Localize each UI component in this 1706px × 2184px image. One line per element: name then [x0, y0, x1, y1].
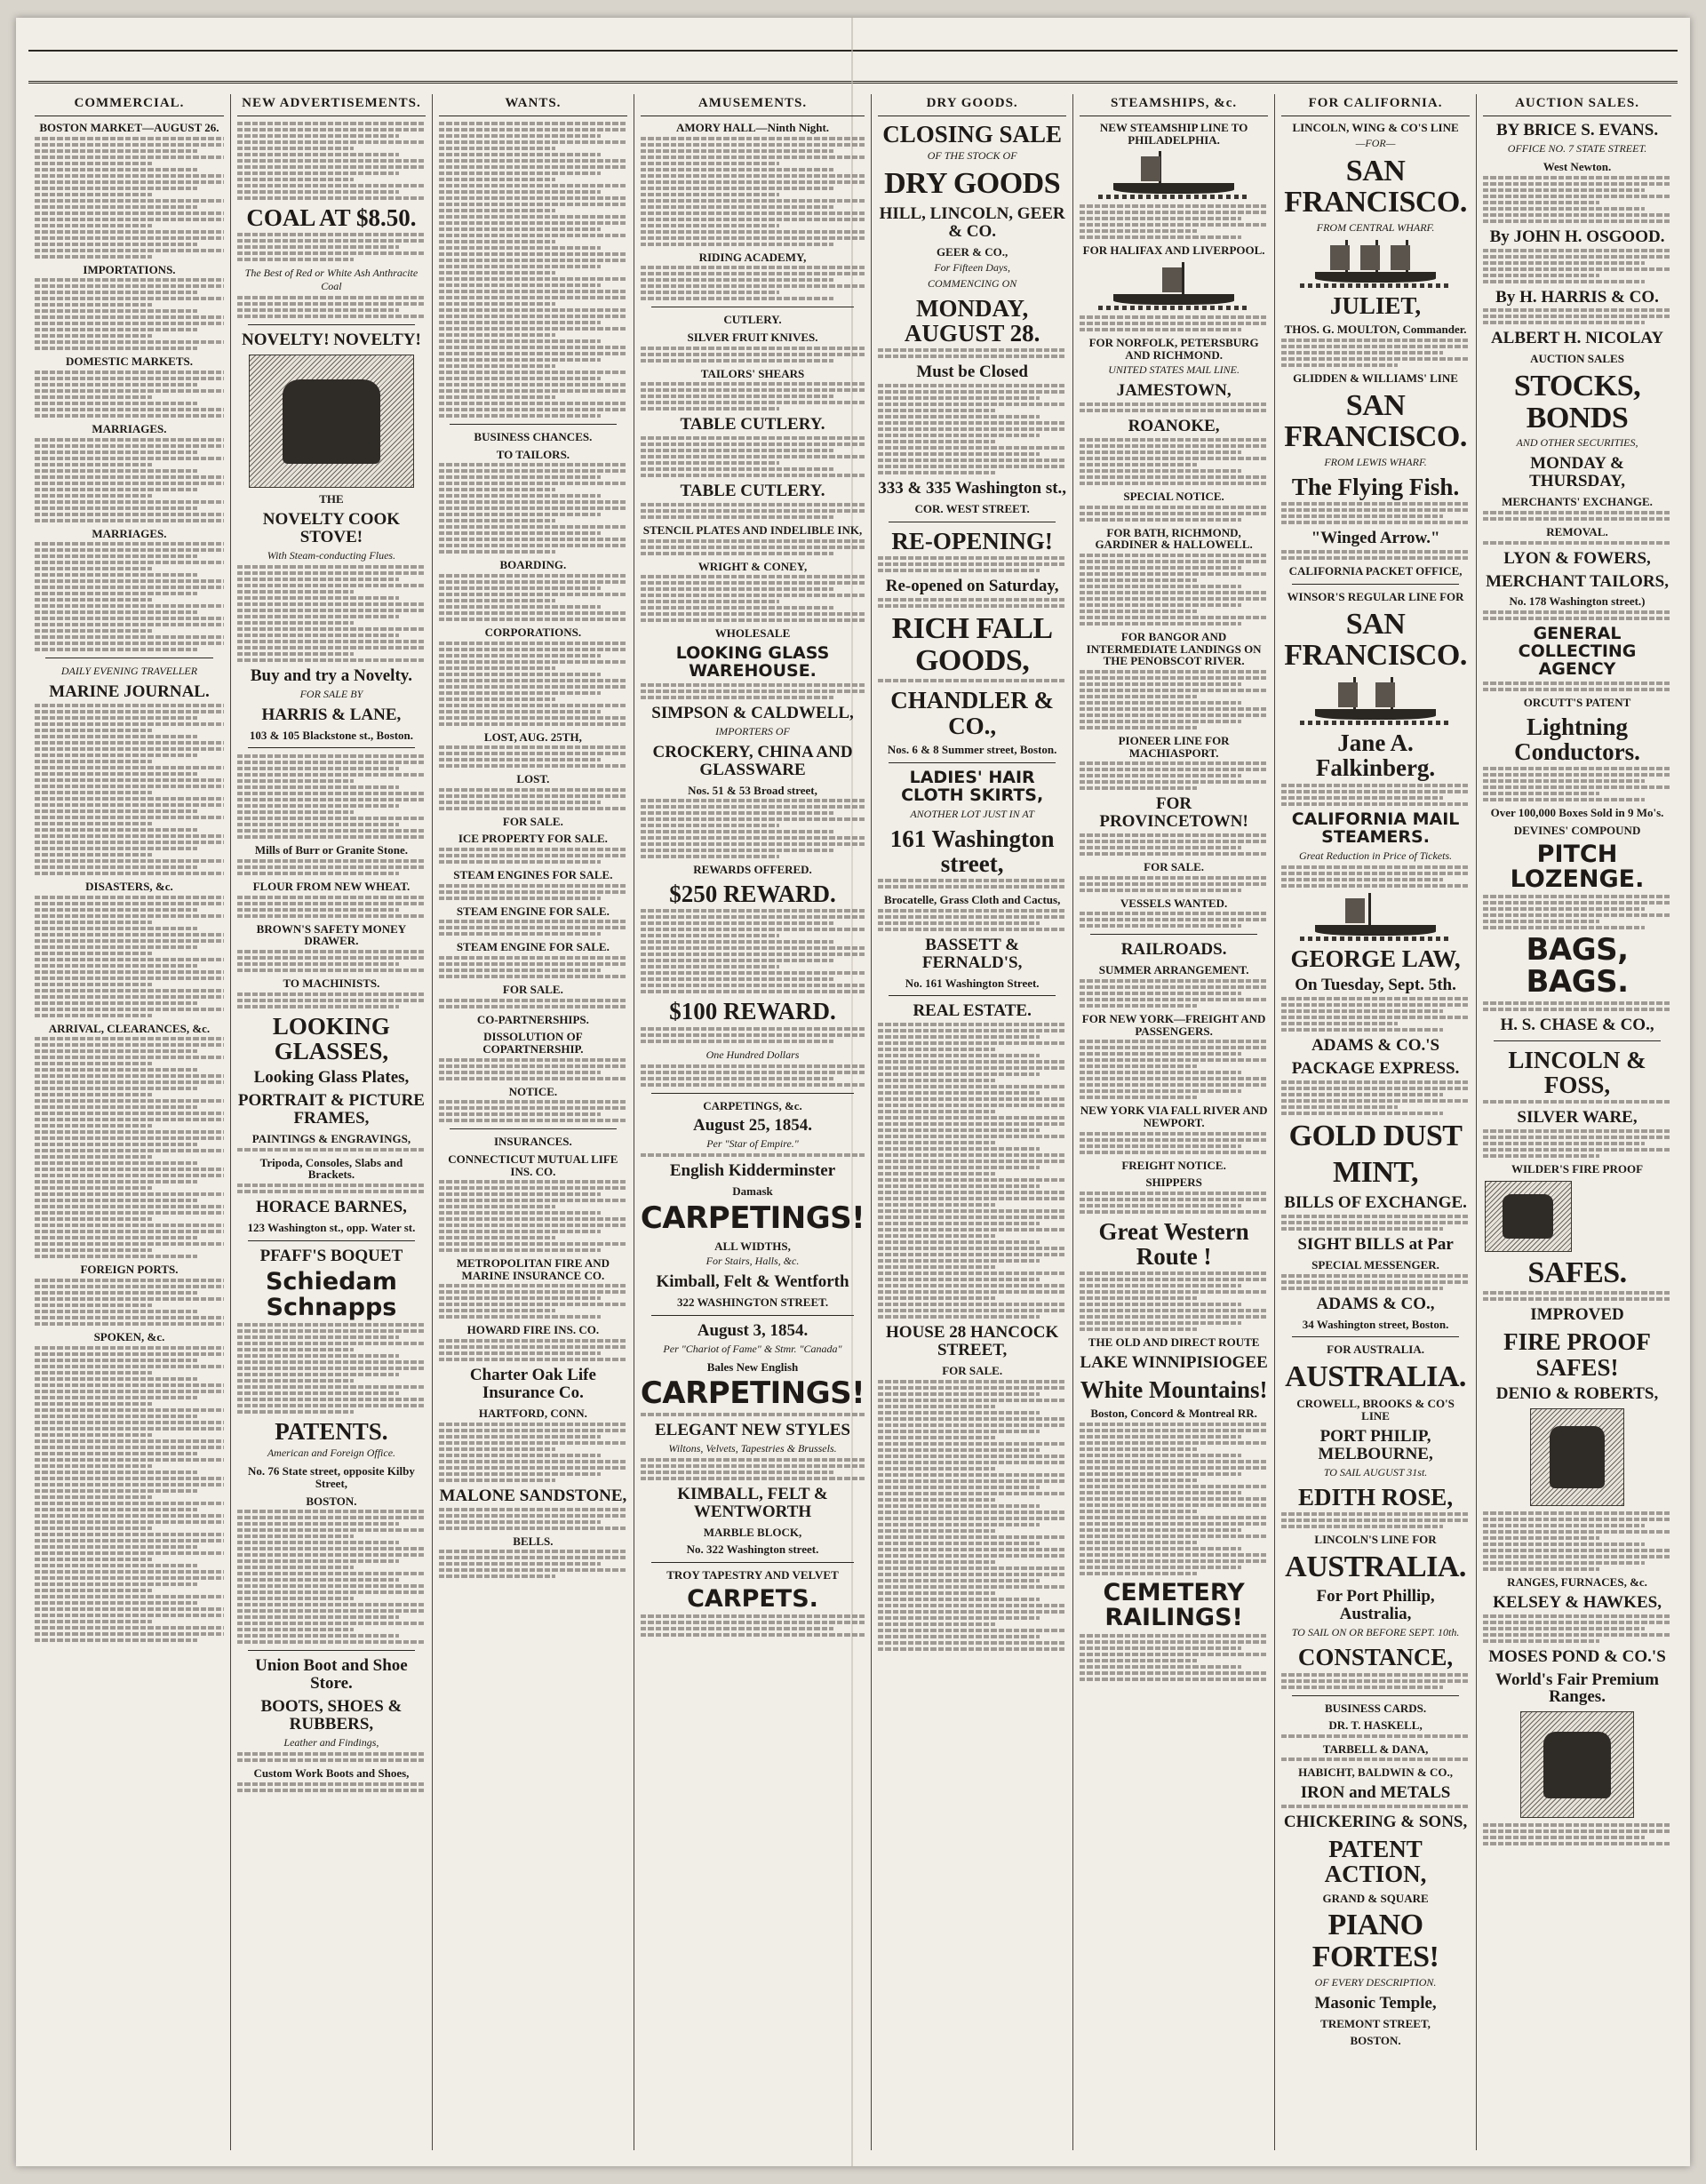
package-express: PACKAGE EXPRESS.	[1291, 1058, 1460, 1078]
australia-2: AUSTRALIA.	[1285, 1550, 1466, 1583]
great-western-route: Great Western Route !	[1098, 1217, 1249, 1271]
horace-barnes: HORACE BARNES,	[255, 1197, 407, 1216]
column-head: AMUSEMENTS.	[641, 94, 865, 116]
schiedam-head: Schiedam Schnapps	[265, 1268, 397, 1321]
reduction: Great Reduction in Price of Tickets.	[1298, 849, 1453, 862]
reward-250: $250 REWARD.	[669, 880, 836, 907]
domestic-markets-head: DOMESTIC MARKETS.	[65, 355, 193, 369]
amory-hall-head: AMORY HALL—Ninth Night.	[675, 121, 830, 134]
wholesale-label: WHOLESALE	[714, 626, 791, 641]
carpetings-head: CARPETINGS!	[640, 1200, 865, 1236]
ice-property-head: ICE PROPERTY FOR SALE.	[458, 832, 608, 846]
for-australia: FOR AUSTRALIA.	[1327, 1343, 1424, 1357]
fire-proof-safes: FIRE PROOF SAFES!	[1503, 1328, 1651, 1381]
column-head: AUCTION SALES.	[1483, 94, 1671, 116]
rich-fall-goods: RICH FALL GOODS,	[891, 612, 1053, 677]
edith-rose: EDITH ROSE,	[1298, 1483, 1454, 1510]
summer-arrangement: SUMMER ARRANGEMENT.	[1098, 963, 1249, 977]
bells-head: BELLS.	[513, 1534, 554, 1548]
safe-illustration-2	[1530, 1408, 1624, 1506]
metropolitan-head: METROPOLITAN FIRE AND MARINE INSURANCE CO.	[456, 1256, 610, 1282]
clipper-ship-cut	[1300, 240, 1451, 288]
column-head: FOR CALIFORNIA.	[1281, 94, 1470, 116]
looking-glass-plates: Looking Glass Plates,	[253, 1068, 410, 1088]
business-chances-head: BUSINESS CHANCES.	[474, 430, 593, 443]
nicolay: ALBERT H. NICOLAY	[1490, 329, 1664, 348]
custom-work: Custom Work Boots and Shoes,	[253, 1766, 410, 1781]
stairs-halls: For Stairs, Halls, &c.	[706, 1255, 800, 1268]
fall-river-head: NEW YORK VIA FALL RIVER AND NEWPORT.	[1080, 1104, 1268, 1129]
provincetown-head: FOR PROVINCETOWN!	[1099, 794, 1248, 832]
stocks-bonds: STOCKS, BONDS	[1513, 370, 1641, 434]
spoken-head: SPOKEN, &c.	[93, 1330, 165, 1344]
adams-address: 34 Washington street, Boston.	[1302, 1317, 1449, 1331]
elegant-styles: ELEGANT NEW STYLES	[655, 1420, 850, 1439]
lincoln-wing-line: LINCOLN, WING & CO'S LINE	[1292, 121, 1459, 134]
adams-co: ADAMS & CO.'S	[1311, 1035, 1440, 1055]
stove-the: THE	[319, 492, 344, 506]
dissolution-head: DISSOLUTION OF COPARTNERSHIP.	[482, 1030, 584, 1056]
must-be-closed: Must be Closed	[916, 363, 1028, 382]
silver-ware: SILVER WARE,	[1517, 1108, 1638, 1128]
for-label: —FOR—	[1355, 136, 1396, 149]
for-sale-steam: FOR SALE.	[1144, 860, 1205, 874]
lightning-conductors: Lightning Conductors.	[1514, 713, 1640, 765]
table-cutlery-head: TABLE CUTLERY.	[680, 415, 825, 434]
another-lot: ANOTHER LOT JUST IN AT	[910, 807, 1034, 820]
looking-glasses-head: LOOKING GLASSES,	[272, 1012, 390, 1064]
patents-sub: American and Foreign Office.	[267, 1447, 396, 1460]
bassett-address: No. 161 Washington Street.	[905, 976, 1040, 990]
denio-roberts: DENIO & ROBERTS,	[1495, 1384, 1659, 1404]
money-drawer-head: BROWN'S SAFETY MONEY DRAWER.	[256, 921, 407, 948]
corporations-head: CORPORATIONS.	[484, 625, 582, 639]
crockery-head: CROCKERY, CHINA AND GLASSWARE	[652, 742, 853, 779]
masonic-temple: Masonic Temple,	[1314, 1993, 1437, 2013]
reopening-head: RE-OPENING!	[891, 527, 1053, 554]
california-mail-steamers: CALIFORNIA MAIL STEAMERS.	[1291, 809, 1460, 847]
aug-3-date: August 3, 1854.	[697, 1320, 809, 1340]
glidden-williams: GLIDDEN & WILLIAMS' LINE	[1293, 371, 1458, 385]
simpson-caldwell: SIMPSON & CALDWELL,	[651, 703, 854, 722]
lost-head: LOST, AUG. 25TH,	[483, 729, 582, 744]
fifteen-days: For Fifteen Days,	[934, 260, 1010, 274]
lyon-fowers: LYON & FOWERS,	[1503, 548, 1651, 568]
stove-sub: With Steam-conducting Flues.	[267, 548, 396, 562]
brocatelle: Brocatelle, Grass Cloth and Cactus,	[883, 893, 1061, 907]
chandler-co: CHANDLER & CO.,	[890, 687, 1055, 739]
marine-journal-head: MARINE JOURNAL.	[49, 682, 210, 702]
removal: REMOVAL.	[1546, 524, 1608, 538]
steam-engine2-head: STEAM ENGINE FOR SALE.	[456, 904, 610, 918]
marriages-head: MARRIAGES.	[92, 421, 167, 435]
lake-winnipisiogee: LAKE WINNIPISIOGEE	[1080, 1353, 1268, 1373]
bills-exchange: BILLS OF EXCHANGE.	[1284, 1193, 1467, 1213]
insurances-head: INSURANCES.	[493, 1135, 572, 1149]
halifax-head: FOR HALIFAX AND LIVERPOOL.	[1082, 243, 1265, 258]
cemetery-railings: CEMETERY RAILINGS!	[1103, 1579, 1245, 1632]
kelsey-hawkes: KELSEY & HAWKES,	[1493, 1592, 1662, 1612]
stove-head: NOVELTY COOK STOVE!	[262, 509, 401, 546]
patents-head: PATENTS.	[275, 1418, 388, 1446]
san-francisco-2: SAN FRANCISCO.	[1284, 388, 1467, 454]
charter-oak-head: Charter Oak Life Insurance Co.	[469, 1366, 596, 1403]
chase-co: H. S. CHASE & CO.,	[1500, 1015, 1654, 1034]
rewards-head: REWARDS OFFERED.	[693, 863, 812, 877]
osgood: By JOHN H. OSGOOD.	[1489, 227, 1665, 246]
market-report-head: BOSTON MARKET—AUGUST 26.	[39, 121, 219, 134]
haskell: DR. T. HASKELL,	[1328, 1718, 1423, 1733]
geer-co: GEER & CO.,	[937, 244, 1008, 259]
jane-falkinberg: Jane A. Falkinberg.	[1315, 729, 1436, 782]
one-hundred-dollars: One Hundred Dollars	[706, 1048, 800, 1061]
newspaper-page	[16, 18, 1690, 2166]
boarding-head: BOARDING.	[499, 558, 567, 572]
paintings: PAINTINGS & ENGRAVINGS,	[251, 1132, 411, 1146]
australia-1: AUSTRALIA.	[1285, 1359, 1466, 1393]
mills-head: Mills of Burr or Granite Stone.	[254, 843, 408, 857]
cor-west-street: COR. WEST STREET.	[914, 502, 1030, 516]
jamestown: JAMESTOWN,	[1116, 381, 1232, 401]
for-sale-by: FOR SALE BY	[299, 687, 363, 700]
buy-novelty: Buy and try a Novelty.	[250, 666, 412, 685]
wright-coney: WRIGHT & CONEY,	[698, 559, 808, 573]
chandler-address: Nos. 6 & 8 Summer street, Boston.	[887, 743, 1057, 757]
commencing-on: COMMENCING ON	[927, 276, 1017, 290]
union-store: Union Boot and Shoe Store.	[255, 1656, 408, 1694]
page-header-rule	[28, 30, 1678, 84]
cutlery-head: CUTLERY.	[723, 313, 782, 327]
central-wharf: FROM CENTRAL WHARF.	[1316, 221, 1435, 235]
pitch-lozenge: PITCH LOZENGE.	[1510, 840, 1645, 893]
piano-fortes: PIANO FORTES!	[1311, 1909, 1439, 1973]
imports-head: IMPORTATIONS.	[83, 262, 176, 276]
carpetings2-head: CARPETINGS!	[640, 1375, 865, 1412]
worlds-fair-ranges: World's Fair Premium Ranges.	[1495, 1670, 1660, 1707]
mail-line: UNITED STATES MAIL LINE.	[1108, 363, 1240, 377]
lost2-head: LOST.	[516, 772, 550, 786]
column-dry-goods	[871, 94, 1072, 2150]
charter-city: HARTFORD, CONN.	[478, 1406, 587, 1420]
boston-city: BOSTON.	[1350, 2034, 1401, 2048]
harris-co: By H. HARRIS & CO.	[1495, 287, 1659, 307]
harris-lane: HARRIS & LANE,	[261, 705, 402, 724]
west-newton: West Newton.	[1543, 159, 1612, 173]
collecting-agency: GENERAL COLLECTING AGENCY	[1518, 624, 1637, 679]
stencil-head: STENCIL PLATES AND INDELIBLE INK,	[642, 523, 863, 538]
column-head: COMMERCIAL.	[35, 94, 224, 116]
closing-sale-head: CLOSING SALE	[882, 121, 1063, 147]
dry-goods-head: DRY GOODS	[884, 167, 1061, 201]
boots-shoes: BOOTS, SHOES & RUBBERS,	[260, 1697, 403, 1734]
flying-fish: The Flying Fish.	[1291, 474, 1460, 501]
column-auction-sales	[1476, 94, 1678, 2150]
marble-address: No. 322 Washington street.	[686, 1542, 819, 1557]
over-100000: Over 100,000 Boxes Sold in 9 Mo's.	[1490, 806, 1664, 820]
marble-block: MARBLE BLOCK,	[703, 1525, 802, 1539]
clipper-ship-cut	[1300, 677, 1451, 725]
column-amusements	[634, 94, 871, 2150]
novelty-head: NOVELTY! NOVELTY!	[242, 331, 421, 350]
coal-ad-head: COAL AT $8.50.	[246, 204, 417, 231]
column-head: STEAMSHIPS, &c.	[1080, 94, 1268, 116]
washington-address: 333 & 335 Washington st.,	[878, 479, 1067, 498]
shippers: SHIPPERS	[1145, 1176, 1202, 1190]
monday-thursday: MONDAY & THURSDAY,	[1529, 454, 1625, 491]
lincoln-australia-line: LINCOLN'S LINE FOR	[1314, 1532, 1437, 1546]
hancock-for-sale: FOR SALE.	[942, 1364, 1003, 1378]
column-california	[1274, 94, 1476, 2150]
steamship-cut	[1098, 262, 1249, 310]
iron-metals: IRON and METALS	[1300, 1783, 1451, 1803]
kimball-felt2: KIMBALL, FELT & WENTWORTH	[677, 1484, 828, 1521]
portrait-frames: PORTRAIT & PICTURE FRAMES,	[237, 1091, 425, 1128]
stove-illustration	[249, 355, 415, 488]
steam-engines-head: STEAM ENGINES FOR SALE.	[453, 868, 613, 882]
journal-subhead: DAILY EVENING TRAVELLER	[60, 665, 198, 678]
tuesday-sept-5: On Tuesday, Sept. 5th.	[1295, 975, 1456, 994]
gold-dust: GOLD DUST	[1288, 1119, 1463, 1152]
real-estate-head: REAL ESTATE.	[913, 1001, 1032, 1021]
range-illustration	[1520, 1711, 1633, 1818]
coal-ad-sub: The Best of Red or White Ash Anthracite Coal	[244, 267, 419, 293]
column-head: WANTS.	[439, 94, 627, 116]
steam-engine3-head: STEAM ENGINE FOR SALE.	[456, 940, 610, 954]
new-york-freight: FOR NEW YORK—FREIGHT AND PASSENGERS.	[1081, 1011, 1266, 1038]
horace-address: 123 Washington st., opp. Water st.	[247, 1220, 416, 1234]
chickering: CHICKERING & SONS,	[1283, 1813, 1468, 1832]
chariot-of-fame: Per "Chariot of Fame" & Stmr. "Canada"	[663, 1342, 842, 1355]
moses-pond: MOSES POND & CO.'S	[1488, 1646, 1666, 1666]
special-messenger: SPECIAL MESSENGER.	[1311, 1257, 1439, 1271]
port-phillip: For Port Phillip, Australia,	[1316, 1587, 1435, 1624]
juliet-captain: THOS. G. MOULTON, Commander.	[1284, 323, 1467, 337]
tarbell-dana: TARBELL & DANA,	[1322, 1742, 1429, 1756]
reopened-saturday: Re-opened on Saturday,	[885, 577, 1059, 596]
san-francisco-3: SAN FRANCISCO.	[1284, 607, 1467, 673]
vessels-wanted: VESSELS WANTED.	[1120, 896, 1228, 910]
every-description: OF EVERY DESCRIPTION.	[1314, 1975, 1437, 1989]
hill-lincoln: HILL, LINCOLN, GEER & CO.	[879, 204, 1065, 241]
devines: DEVINES' COMPOUND	[1513, 823, 1641, 837]
tripods: Tripoda, Consoles, Slabs and Brackets.	[259, 1155, 403, 1182]
arrivals-head: ARRIVAL, CLEARANCES, &c.	[48, 1021, 211, 1035]
brice-evans: BY BRICE S. EVANS.	[1495, 121, 1659, 139]
mint: MINT,	[1333, 1156, 1419, 1190]
habicht-baldwin: HABICHT, BALDWIN & CO.,	[1298, 1766, 1453, 1780]
white-mountains: White Mountains!	[1080, 1376, 1268, 1404]
lewis-wharf: FROM LEWIS WHARF.	[1324, 456, 1427, 469]
steamer-cut	[1300, 893, 1451, 941]
monday-aug-28: MONDAY, AUGUST 28.	[904, 294, 1040, 347]
damask: Damask	[732, 1184, 773, 1199]
adams-co-2: ADAMS & CO.,	[1316, 1294, 1435, 1313]
sail-sept-10: TO SAIL ON OR BEFORE SEPT. 10th.	[1291, 1626, 1460, 1639]
packet-office: CALIFORNIA PACKET OFFICE,	[1288, 564, 1463, 578]
winsor-line: WINSOR'S REGULAR LINE FOR	[1287, 589, 1464, 603]
star-of-empire: Per "Star of Empire."	[706, 1137, 799, 1151]
ranges-furnaces: RANGES, FURNACES, &c.	[1507, 1575, 1647, 1590]
auction-sales: AUCTION SALES	[1530, 352, 1624, 366]
all-widths: ALL WIDTHS,	[714, 1239, 791, 1253]
machiasport-head: PIONEER LINE FOR MACHIASPORT.	[1118, 733, 1230, 760]
sail-aug-31: TO SAIL AUGUST 31st.	[1323, 1465, 1428, 1479]
steamship-cut	[1098, 151, 1249, 199]
table-cutlery2-head: TABLE CUTLERY.	[680, 482, 825, 501]
philadelphia-line: NEW STEAMSHIP LINE TO PHILADELPHIA.	[1099, 121, 1248, 147]
concord-montreal: Boston, Concord & Montreal RR.	[1090, 1407, 1257, 1421]
railroads-head: RAILROADS.	[1120, 940, 1227, 960]
kimball-felt: Kimball, Felt & Wentforth	[656, 1272, 849, 1292]
copartnerships-head: CO-PARTNERSHIPS.	[476, 1012, 589, 1026]
column-steamships	[1072, 94, 1274, 2150]
merchants-exchange: MERCHANTS' EXCHANGE.	[1502, 495, 1653, 509]
grand-square: GRAND & SQUARE	[1322, 1891, 1429, 1905]
troy-tapestry: TROY TAPESTRY AND VELVET	[666, 1568, 839, 1582]
bassett-fernald: BASSETT & FERNALD'S,	[921, 935, 1023, 972]
safes: SAFES.	[1527, 1255, 1627, 1289]
roanoke: ROANOKE,	[1128, 417, 1220, 436]
tremont-street: TREMONT STREET,	[1320, 2016, 1431, 2030]
lincoln-foss: LINCOLN & FOSS,	[1508, 1046, 1646, 1098]
merchant-tailors: MERCHANT TAILORS,	[1486, 571, 1669, 591]
norfolk-head: FOR NORFOLK, PETERSBURG AND RICHMOND.	[1088, 335, 1259, 362]
bales: Bales New English	[706, 1359, 799, 1374]
hancock-house: HOUSE 28 HANCOCK STREET,	[886, 1323, 1059, 1360]
glass-warehouse-head: LOOKING GLASS WAREHOUSE.	[675, 643, 830, 681]
flour-head: FLOUR FROM NEW WHEAT.	[252, 879, 411, 893]
hair-cloth-skirts: LADIES' HAIR CLOTH SKIRTS,	[901, 767, 1044, 805]
wilder: WILDER'S FIRE PROOF	[1511, 1162, 1644, 1176]
juliet: JULIET,	[1329, 292, 1422, 320]
kimball-address: 322 WASHINGTON STREET.	[676, 1295, 829, 1310]
patent-action: PATENT ACTION,	[1324, 1835, 1427, 1888]
san-francisco-1: SAN FRANCISCO.	[1284, 154, 1467, 219]
business-cards: BUSINESS CARDS.	[1324, 1701, 1427, 1715]
crowell-brooks: CROWELL, BROOKS & CO'S LINE	[1296, 1397, 1455, 1423]
foreign-ports-head: FOREIGN PORTS.	[80, 1263, 179, 1277]
simpson-sub: IMPORTERS OF	[715, 724, 790, 737]
improved: IMPROVED	[1530, 1305, 1624, 1325]
for-sale2-head: FOR SALE.	[502, 983, 563, 997]
crockery-address: Nos. 51 & 53 Broad street,	[688, 783, 817, 797]
winged-arrow: "Winged Arrow."	[1311, 529, 1440, 548]
malone-head: MALONE SANDSTONE,	[439, 1486, 627, 1505]
patents-address: No. 76 State street, opposite Kilby Street,	[247, 1464, 415, 1491]
reward-100: $100 REWARD.	[669, 998, 836, 1025]
tailors-head: TO TAILORS.	[496, 447, 570, 461]
sight-bills: SIGHT BILLS at Par	[1297, 1234, 1454, 1254]
patents-city: BOSTON.	[306, 1494, 357, 1508]
kidderminster: English Kidderminster	[669, 1161, 836, 1181]
silver-knives-head: SILVER FRUIT KNIVES.	[687, 330, 818, 344]
port-philip: PORT PHILIP, MELBOURNE,	[1318, 1426, 1433, 1463]
pfaff-head: PFAFF'S BOQUET	[259, 1246, 403, 1265]
safe-illustration	[1485, 1181, 1572, 1252]
constance: CONSTANCE,	[1297, 1644, 1454, 1671]
column-wants	[432, 94, 634, 2150]
leather: Leather and Findings,	[283, 1736, 379, 1750]
riding-academy-head: RIDING ACADEMY,	[698, 250, 807, 264]
washington-161: 161 Washington street,	[889, 825, 1055, 877]
page-columns	[28, 94, 1678, 2150]
carpets-head: CARPETS.	[687, 1584, 818, 1613]
deaths-head: MARRIAGES.	[92, 526, 167, 540]
tailors-shears-head: TAILORS' SHEARS	[700, 366, 805, 380]
bangor-head: FOR BANGOR AND INTERMEDIATE LANDINGS ON THE PENOBSCOT RIVER.	[1086, 630, 1262, 668]
stock-of: OF THE STOCK OF	[927, 149, 1017, 163]
disasters-head: DISASTERS, &c.	[85, 880, 173, 894]
aug-25-date: August 25, 1854.	[692, 1116, 813, 1136]
ct-mutual-head: CONNECTICUT MUTUAL LIFE INS. CO.	[448, 1152, 618, 1178]
freight-notice: FREIGHT NOTICE.	[1121, 1158, 1226, 1172]
old-direct-route: THE OLD AND DIRECT ROUTE	[1088, 1335, 1260, 1350]
brice-office: OFFICE NO. 7 STATE STREET.	[1507, 141, 1647, 155]
howard-head: HOWARD FIRE INS. CO.	[466, 1323, 600, 1337]
other-securities: AND OTHER SECURITIES,	[1516, 436, 1638, 450]
carpetings-section-head: CARPETINGS, &c.	[703, 1098, 802, 1112]
column-new-advertisements	[230, 94, 432, 2150]
harris-address: 103 & 105 Blackstone st., Boston.	[249, 728, 414, 742]
machinists-head: TO MACHINISTS.	[283, 976, 380, 990]
column-head: DRY GOODS.	[878, 94, 1066, 116]
lyon-address: No. 178 Washington street.)	[1509, 594, 1646, 609]
george-law: GEORGE LAW,	[1290, 945, 1461, 972]
bath-richmond: FOR BATH, RICHMOND, GARDINER & HALLOWELL.	[1095, 525, 1253, 552]
column-head: NEW ADVERTISEMENTS.	[237, 94, 426, 116]
notice-head: NOTICE.	[508, 1084, 558, 1098]
orcutt: ORCUTT'S PATENT	[1523, 695, 1631, 709]
special-notice: SPECIAL NOTICE.	[1123, 490, 1224, 504]
wiltons: Wiltons, Velvets, Tapestries & Brussels.	[668, 1441, 837, 1455]
bags-bags: BAGS, BAGS.	[1526, 932, 1629, 1000]
column-commercial	[28, 94, 230, 2150]
for-sale-head: FOR SALE.	[502, 814, 563, 828]
